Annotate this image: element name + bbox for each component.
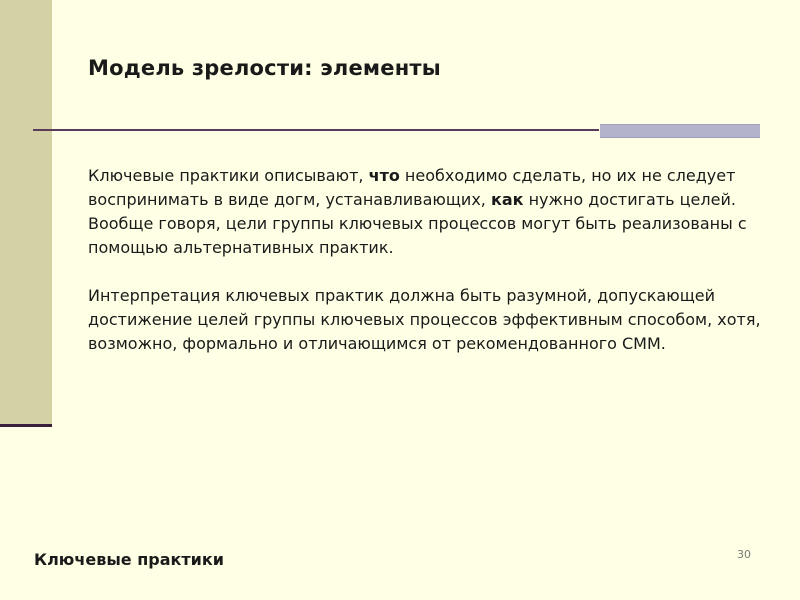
body-paragraph-1 [88, 164, 768, 260]
left-accent-bar [0, 0, 52, 424]
paragraph-1-text-c: нужно достигать целей. Вообще говоря, цели группы ключевых процессов могут быть реализованы с помощью альтернативных практик. [88, 190, 747, 257]
page-number: 30 [737, 548, 751, 561]
paragraph-1-text-a: Ключевые практики описывают, [88, 166, 369, 185]
body-paragraph-2: Интерпретация ключевых практик должна быть разумной, допускающей достижение целей группы ключевых процессов эффективным способом, хотя, возможно, формально и отличающимся от рекомендованного СММ. [88, 286, 761, 353]
left-accent-bar-underline [0, 424, 52, 427]
slide-body [88, 164, 768, 356]
emphasis-how: как [490, 190, 524, 209]
title-divider-accent [600, 124, 760, 138]
emphasis-what: что [368, 166, 400, 185]
paragraph-1-text-b: необходимо сделать, но их не следует воспринимать в виде догм, устанавливающих, [88, 166, 736, 209]
title-divider-line [33, 129, 599, 131]
slide-title: Модель зрелости: элементы [88, 56, 441, 80]
footer-section-title: Ключевые практики [34, 550, 224, 569]
